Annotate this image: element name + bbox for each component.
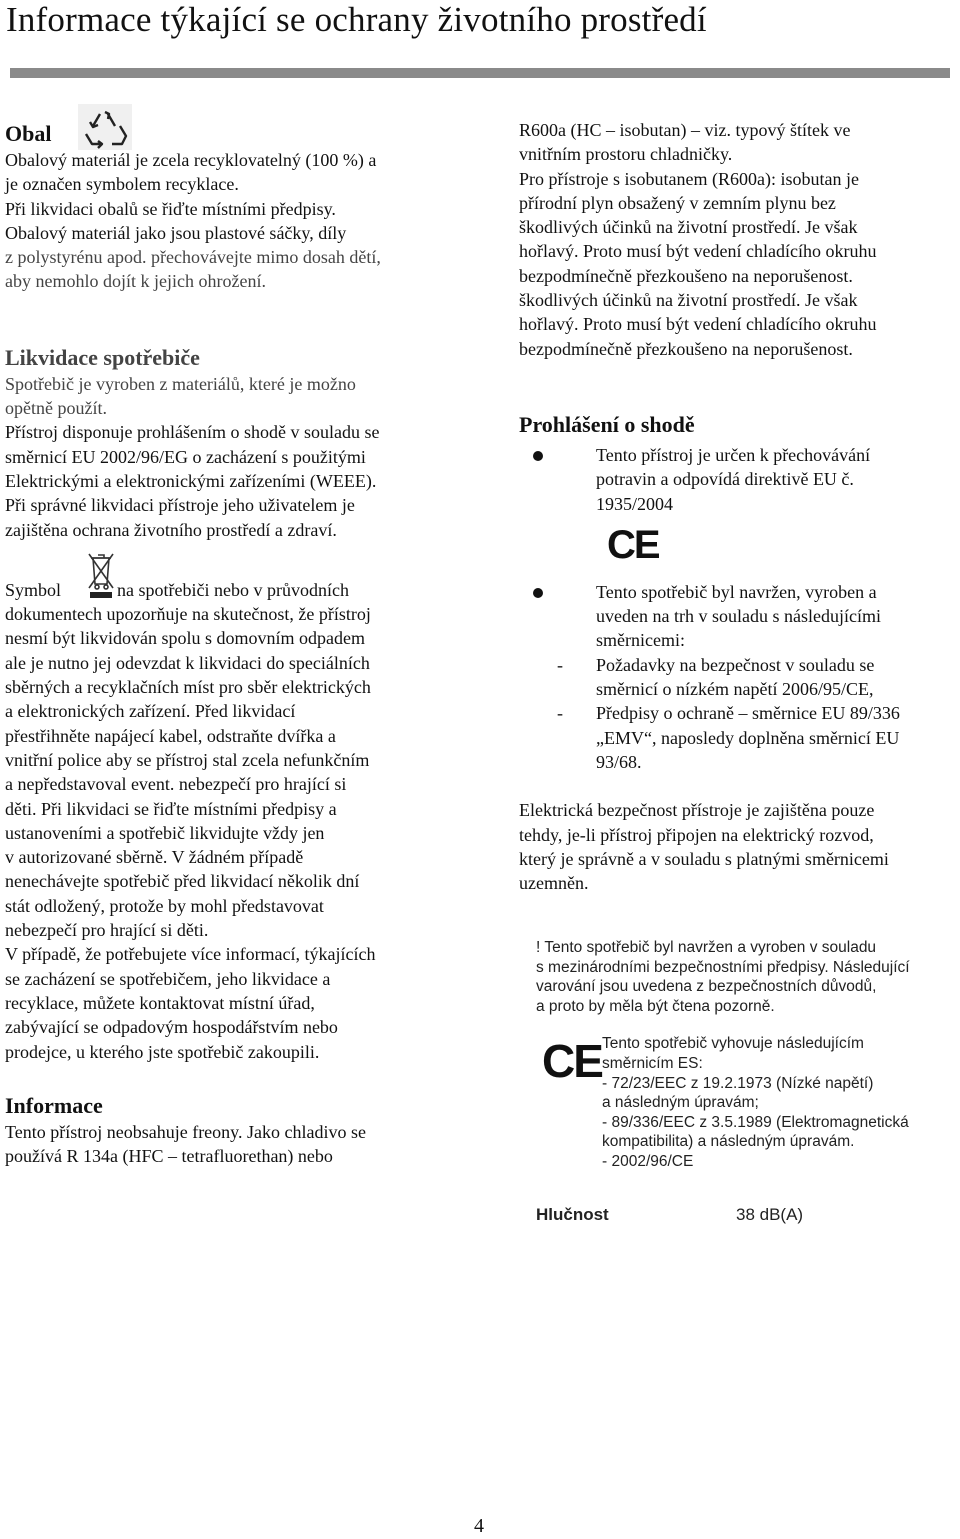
obal-line: Obalový materiál je zcela recyklovatelný (100 %) a xyxy=(5,150,377,170)
refrigerant-line: přírodní plyn obsažený v zemním plynu bez xyxy=(519,192,836,213)
likvidace-line: Při správné likvidaci přístroje jeho uživatelem je xyxy=(5,495,355,516)
symbol-text-line: přestřihněte napájecí kabel, odstraňte dvířka a xyxy=(5,725,336,746)
symbol-text-line: stát odložený, protože by mohl představovat xyxy=(5,895,324,916)
obal-line: z polystyrénu apod. přechovávejte mimo dosah dětí, xyxy=(5,247,381,268)
obal-line: Při likvidaci obalů se řiďte místními předpisy. xyxy=(5,198,336,219)
warning-label xyxy=(536,938,956,1226)
section-heading-likvidace: Likvidace spotřebiče xyxy=(5,344,200,370)
refrigerant-line: hořlavý. Proto musí být vedení chladícího okruhu xyxy=(519,241,877,262)
bullet-line: 1935/2004 xyxy=(596,493,674,514)
ce-line: - 89/336/EEC z 3.5.1989 (Elektromagnetická xyxy=(602,1113,909,1131)
symbol-line xyxy=(5,578,445,602)
symbol-text-line: zabývající se odpadovým hospodářstvím nebo xyxy=(5,1017,338,1038)
dash-item xyxy=(519,653,955,702)
safety-line: tehdy, je-li přístroj připojen na elektrický rozvod, xyxy=(519,824,874,845)
symbol-text-line: nesmí být likvidován spolu s domovním odpadem xyxy=(5,628,365,649)
symbol-text-line: vnitřní police aby se přístroj stal zcela nefunkčním xyxy=(5,749,370,770)
likvidace-line: Elektrickými a elektronickými zařízeními (WEEE). xyxy=(5,470,377,491)
noise-label: Hlučnost xyxy=(536,1204,609,1224)
electrical-safety xyxy=(519,798,955,895)
bullet-dot xyxy=(533,451,543,461)
ce-line: kompatibilita) a následným úpravám. xyxy=(602,1133,855,1151)
safety-line: který je správně a v souladu s platnými směrnicemi xyxy=(519,848,889,869)
refrigerant-line: vnitřním prostoru chladničky. xyxy=(519,144,733,165)
bullet-item xyxy=(519,443,955,516)
ce-line: a následným úpravám; xyxy=(602,1094,759,1112)
obal-line: aby nemohlo dojít k jejich ohrožení. xyxy=(5,271,266,292)
ce-block xyxy=(536,1034,956,1171)
bullet-line: uveden na trh v souladu s následujícími xyxy=(596,606,881,627)
dash-line: „EMV“, naposledy doplněna směrnicí EU xyxy=(596,727,900,748)
refrigerant-line: škodlivých účinků na životní prostředí. Je však xyxy=(519,290,858,311)
refrigerant-line: bezpodmínečně přezkoušeno na neporušenost. xyxy=(519,265,853,286)
warning-line: ! Tento spotřebič byl navržen a vyroben v souladu xyxy=(536,939,877,956)
symbol-text-line: recyklace, můžete kontaktovat místní úřad, xyxy=(5,992,315,1013)
dash-mark: - xyxy=(557,703,563,724)
refrigerant-line: Pro přístroje s isobutanem (R600a): isobutan je xyxy=(519,168,859,189)
symbol-text-line: dokumentech upozorňuje na skutečnost, že přístroj xyxy=(5,604,371,625)
symbol-text-line: prodejce, u kterého jste spotřebič zakoupili. xyxy=(5,1041,320,1062)
symbol-text-line: a elektronických zařízení. Před likvidací xyxy=(5,701,296,722)
likvidace-line: Přístroj disponuje prohlášením o shodě v souladu se xyxy=(5,422,380,443)
section-heading-informace: Informace xyxy=(5,1092,103,1118)
refrigerant-line: bezpodmínečně přezkoušeno na neporušenost. xyxy=(519,338,853,359)
likvidace-line: zajištěna ochrana životního prostředí a zdraví. xyxy=(5,519,337,540)
symbol-text-line: nebezpečí pro hrající si děti. xyxy=(5,920,209,941)
warning-line: a proto by měla být čtena pozorně. xyxy=(536,997,775,1015)
dash-mark: - xyxy=(557,654,563,675)
refrigerant-line: R600a (HC – isobutan) – viz. typový štítek ve xyxy=(519,120,851,140)
bullet-line: Tento spotřebič byl navržen, vyroben a xyxy=(596,581,877,602)
ce-mark: CE xyxy=(542,1035,602,1088)
left-column xyxy=(5,118,445,1168)
symbol-text-line: ale je nutno jej odevzdat k likvidaci do speciálních xyxy=(5,652,370,673)
symbol-text-line: se zacházení se spotřebičem, jeho likvidace a xyxy=(5,968,331,989)
symbol-text-line: ustanoveními a spotřebič likvidujte vždy jen xyxy=(5,822,325,843)
page-title: Informace týkající se ochrany životního prostředí xyxy=(6,0,707,39)
warning-line: s mezinárodními bezpečnostními předpisy. Následující xyxy=(536,958,910,976)
dash-line: Předpisy o ochraně – směrnice EU 89/336 xyxy=(596,703,900,724)
likvidace-line: opětně použít. xyxy=(5,398,107,419)
safety-line: Elektrická bezpečnost přístroje je zajištěna pouze xyxy=(519,800,875,821)
symbol-text-line: sběrných a recyklačních míst pro sběr elektrických xyxy=(5,677,371,698)
section-heading-shoda: Prohlášení o shodě xyxy=(519,411,695,437)
right-column xyxy=(519,118,955,895)
symbol-text-line: a nepředstavoval event. nebezpečí pro hrající si xyxy=(5,774,347,795)
symbol-text-line: v autorizované sběrně. V žádném případě xyxy=(5,847,304,868)
informace-line: používá R 134a (HFC – tetrafluorethan) nebo xyxy=(5,1146,333,1167)
ce-line: Tento spotřebič vyhovuje následujícím xyxy=(602,1035,864,1053)
refrigerant-line: škodlivých účinků na životní prostředí. Je však xyxy=(519,217,858,238)
ce-line: - 72/23/EEC z 19.2.1973 (Nízké napětí) xyxy=(602,1074,874,1092)
safety-line: uzemněn. xyxy=(519,873,589,894)
dash-item xyxy=(519,701,955,774)
noise-value: 38 dB(A) xyxy=(736,1204,804,1224)
bullet-item xyxy=(519,580,955,653)
bullet-line: potravin a odpovídá direktivě EU č. xyxy=(596,469,854,490)
refrigerant-line: hořlavý. Proto musí být vedení chladícího okruhu xyxy=(519,314,877,335)
ce-line: směrnicím ES: xyxy=(602,1054,703,1072)
informace-line: Tento přístroj neobsahuje freony. Jako chladivo se xyxy=(5,1121,366,1142)
title-rule xyxy=(10,68,950,78)
likvidace-line: Spotřebič je vyroben z materiálů, které je možno xyxy=(5,373,356,394)
noise-row xyxy=(536,1204,956,1226)
symbol-word: Symbol xyxy=(5,579,62,600)
dash-line: Požadavky na bezpečnost v souladu se xyxy=(596,654,875,675)
symbol-text-line: V případě, že potřebujete více informací, týkajících xyxy=(5,944,376,965)
section-heading-obal: Obal xyxy=(5,121,52,146)
obal-line: Obalový materiál jako jsou plastové sáčky, díly xyxy=(5,222,347,243)
dash-line: 93/68. xyxy=(596,751,642,772)
symbol-text-line: nenechávejte spotřebič před likvidací několik dní xyxy=(5,871,360,892)
dash-line: směrnicí o nízkém napětí 2006/95/CE, xyxy=(596,679,874,700)
bullet-line: směrnicemi: xyxy=(596,630,685,651)
bullet-dot xyxy=(533,588,543,598)
ce-mark: CE xyxy=(607,522,659,567)
symbol-text-line: děti. Při likvidaci se řiďte místními předpisy a xyxy=(5,798,337,819)
likvidace-line: směrnicí EU 2002/96/EG o zacházení s použitými xyxy=(5,446,366,467)
ce-line: - 2002/96/CE xyxy=(602,1152,694,1170)
symbol-rest: na spotřebiči nebo v průvodních xyxy=(117,579,349,600)
obal-line: je označen symbolem recyklace. xyxy=(5,174,239,195)
crossed-bin-icon xyxy=(86,548,116,602)
bullet-line: Tento přístroj je určen k přechovávání xyxy=(596,444,871,465)
page-number: 4 xyxy=(474,1515,484,1537)
warning-line: varování jsou uvedena z bezpečnostních důvodů, xyxy=(536,978,877,996)
